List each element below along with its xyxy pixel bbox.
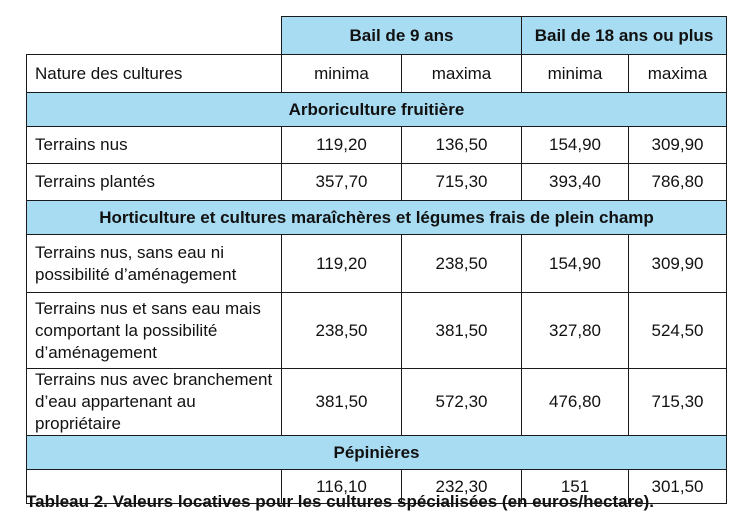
header-nature-cultures: Nature des cultures [27,55,282,93]
header-column-row [27,55,727,93]
cell-value: 309,90 [629,127,727,164]
row-label: Terrains nus et sans eau mais comportant la possibilité d’aménagement [27,293,282,369]
row-label: Terrains nus [27,127,282,164]
row-label: Terrains nus, sans eau ni possibilité d’aménagement [27,235,282,293]
row-label: Terrains plantés [27,164,282,201]
cell-value: 476,80 [522,369,629,436]
cell-value: 151 [522,470,629,504]
cell-value: 393,40 [522,164,629,201]
cell-value: 381,50 [402,293,522,369]
cell-value: 524,50 [629,293,727,369]
cell-value: 309,90 [629,235,727,293]
cell-value: 232,30 [402,470,522,504]
table-row [27,235,727,293]
header-group-row [27,17,727,55]
cell-value: 119,20 [282,127,402,164]
cell-value: 572,30 [402,369,522,436]
section-header-row [27,201,727,235]
section-title: Pépinières [27,436,727,470]
cell-value: 116,10 [282,470,402,504]
table-row [27,164,727,201]
cell-value: 786,80 [629,164,727,201]
cell-value: 136,50 [402,127,522,164]
table-row [27,293,727,369]
header-minima-9: minima [282,55,402,93]
cell-value: 715,30 [629,369,727,436]
cell-value: 381,50 [282,369,402,436]
rental-values-table [26,16,727,504]
section-header-row [27,93,727,127]
header-maxima-18: maxima [629,55,727,93]
cell-value: 238,50 [402,235,522,293]
header-bail-9-ans: Bail de 9 ans [282,17,522,55]
section-title: Arboriculture fruitière [27,93,727,127]
header-bail-18-ans: Bail de 18 ans ou plus [522,17,727,55]
cell-value: 154,90 [522,127,629,164]
cell-value: 715,30 [402,164,522,201]
header-minima-18: minima [522,55,629,93]
cell-value: 327,80 [522,293,629,369]
cell-value: 357,70 [282,164,402,201]
row-label: Terrains nus avec branchement d’eau appartenant au propriétaire [27,369,282,436]
section-title: Horticulture et cultures maraîchères et légumes frais de plein champ [27,201,727,235]
header-blank-cell [27,17,282,55]
table-caption: Tableau 2. Valeurs locatives pour les cultures spécialisées (en euros/hectare). [26,492,655,511]
header-maxima-9: maxima [402,55,522,93]
table-row [27,127,727,164]
table-row [27,369,727,436]
cell-value: 119,20 [282,235,402,293]
section-header-row [27,436,727,470]
cell-value: 238,50 [282,293,402,369]
cell-value: 301,50 [629,470,727,504]
cell-value: 154,90 [522,235,629,293]
